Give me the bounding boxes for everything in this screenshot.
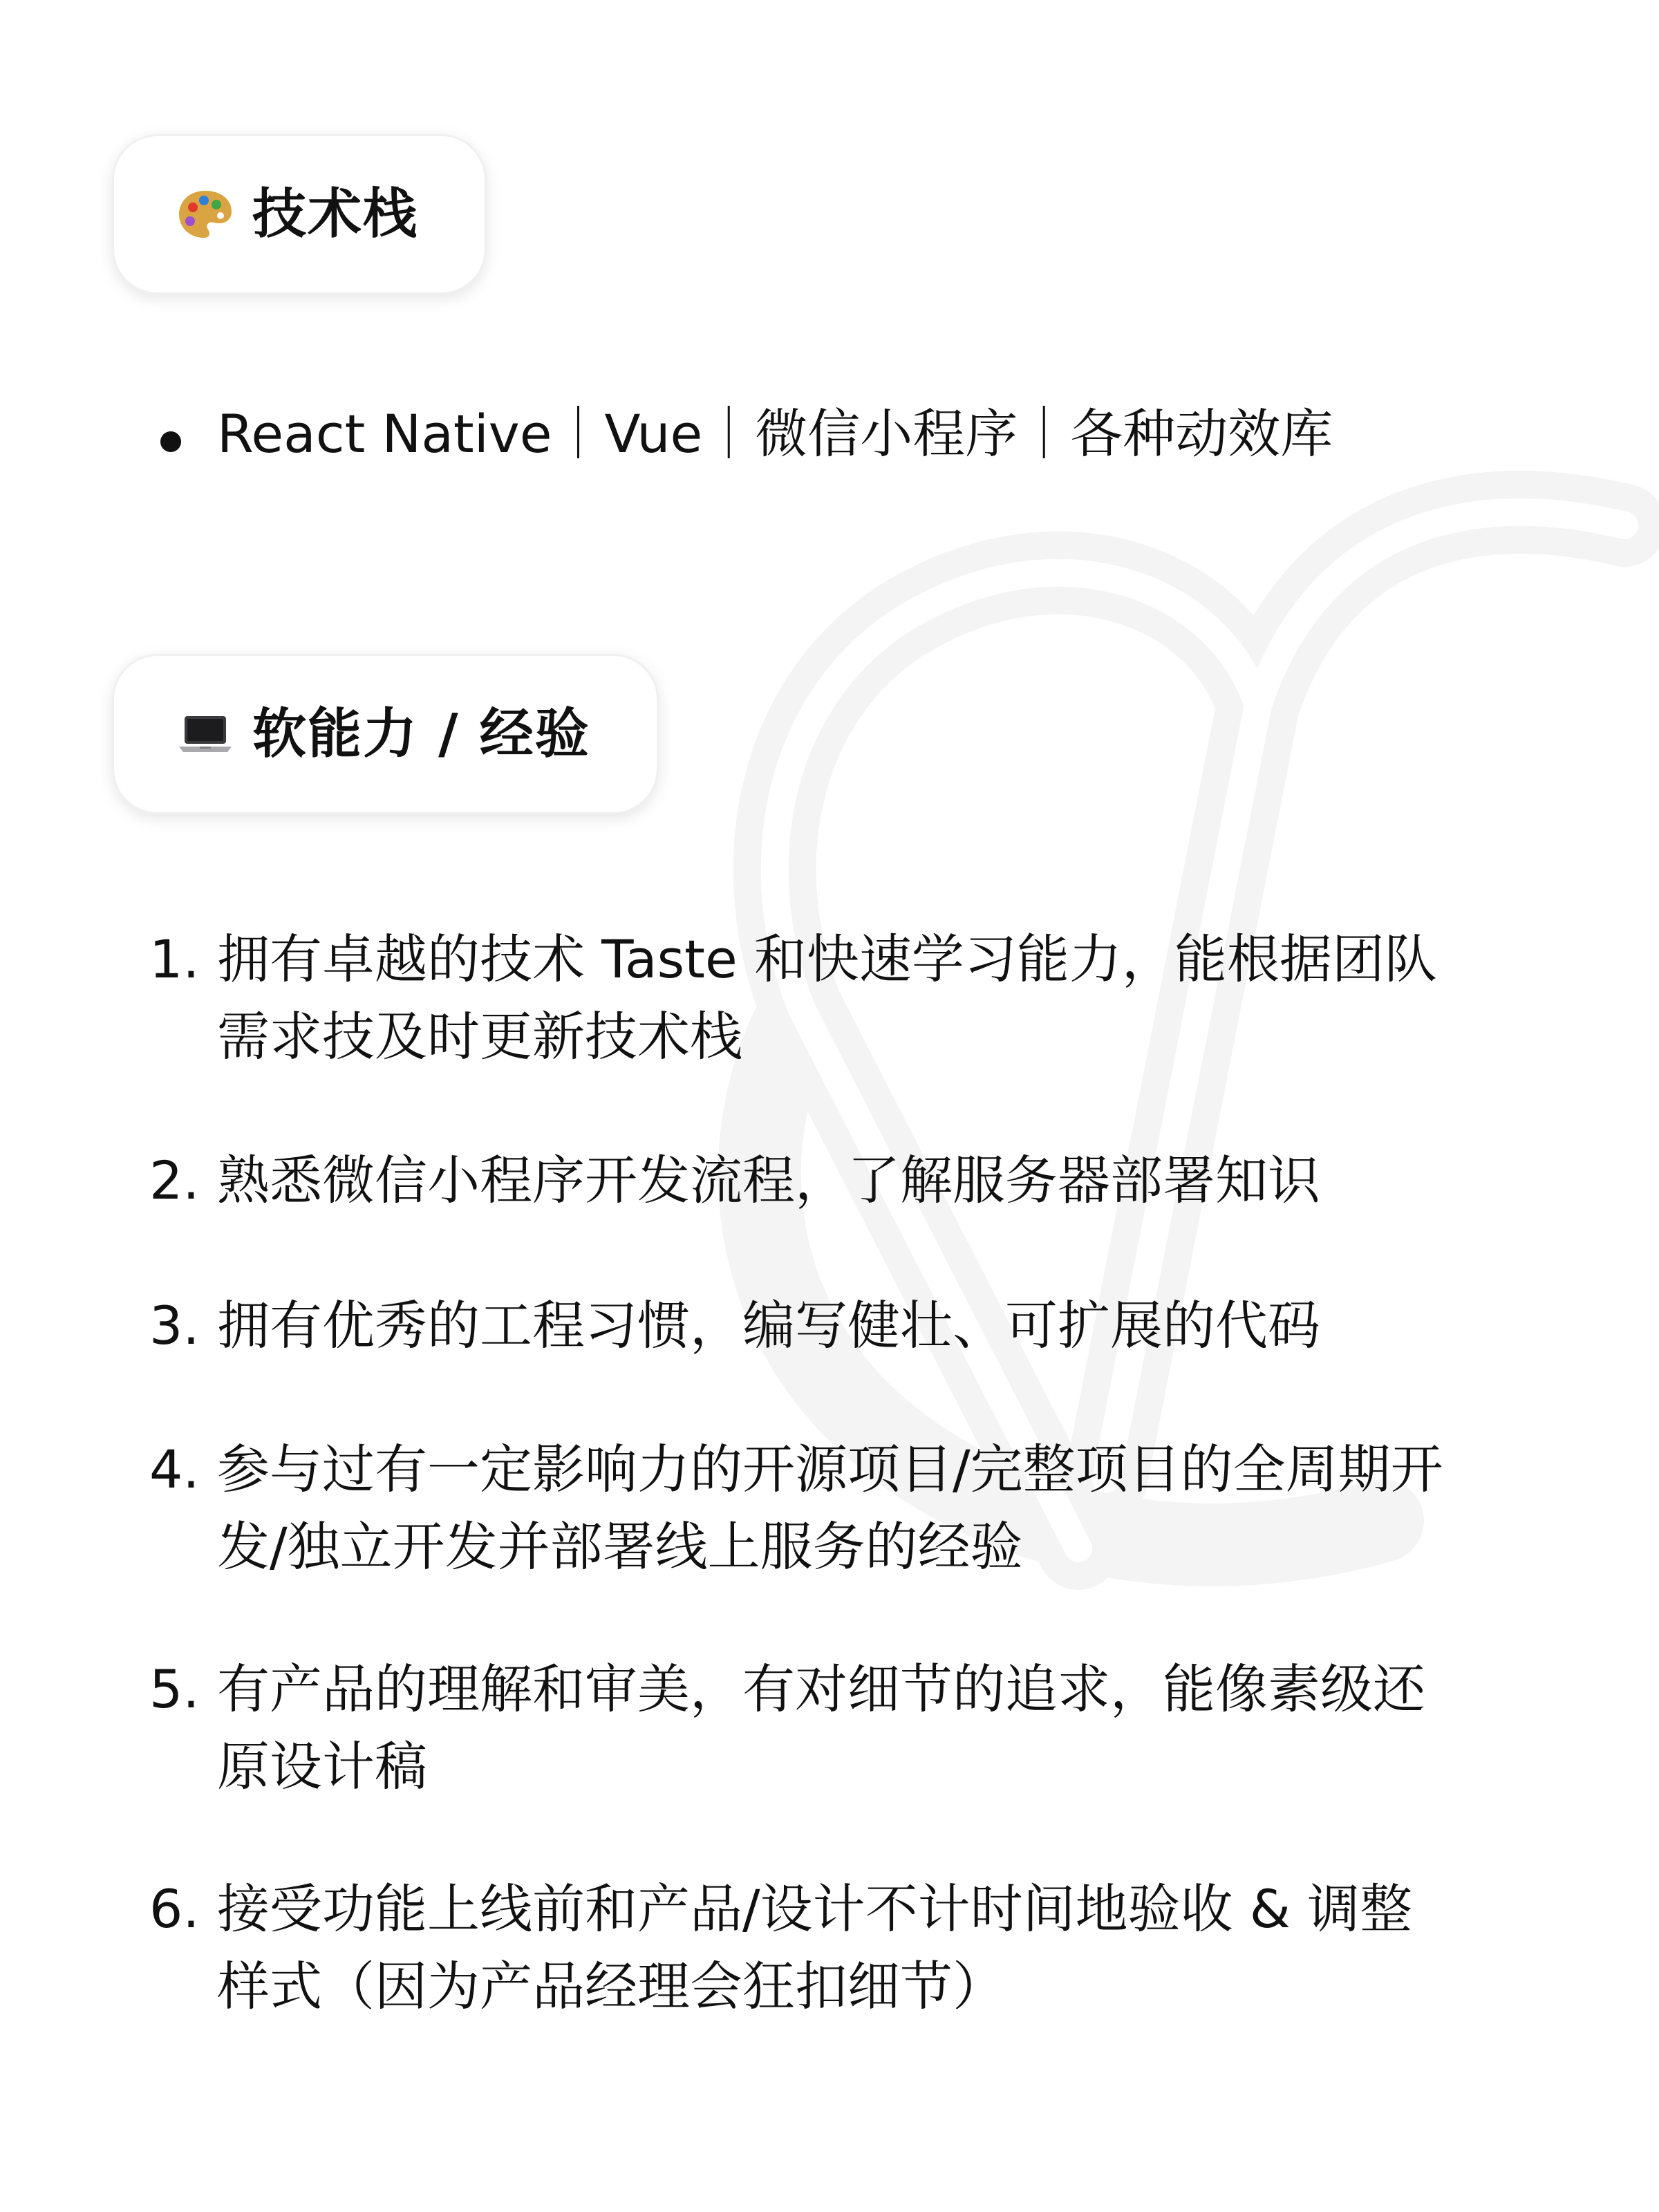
list-item-line: 发/独立开发并部署线上服务的经验	[217, 1516, 1023, 1577]
list-item-number: 3.	[149, 1295, 200, 1356]
list-item	[160, 403, 1333, 465]
list-item-line: 接受功能上线前和产品/设计不计时间地验收 & 调整	[217, 1878, 1413, 1940]
list-item	[149, 1142, 1532, 1219]
laptop-icon	[176, 705, 234, 763]
list-item-text: React Native｜Vue｜微信小程序｜各种动效库	[217, 403, 1333, 465]
list-item	[149, 1287, 1532, 1365]
list-item-text	[217, 1142, 1532, 1219]
list-item-line: 有产品的理解和审美，有对细节的追求，能像素级还	[217, 1658, 1425, 1720]
list-item-text	[217, 921, 1532, 1076]
list-item-text	[217, 1287, 1532, 1365]
list-item-number: 6.	[149, 1878, 200, 1940]
list-item	[149, 1871, 1532, 2025]
list-item-line: 拥有卓越的技术 Taste 和快速学习能力，能根据团队	[217, 928, 1437, 990]
section-header-soft-skills	[112, 654, 659, 814]
artist-palette-icon	[176, 185, 234, 243]
list-item-number: 4.	[149, 1438, 200, 1500]
list-item-line: 拥有优秀的工程习惯，编写健壮、可扩展的代码	[217, 1295, 1320, 1356]
list-item	[149, 1651, 1532, 1806]
list-item-line: 样式（因为产品经理会狂扣细节）	[217, 1956, 1005, 2017]
section-header-tech-stack	[112, 134, 487, 294]
section-title: 软能力 / 经验	[252, 703, 590, 765]
list-item-text	[217, 1651, 1532, 1806]
list-item-line: 熟悉微信小程序开发流程，了解服务器部署知识	[217, 1150, 1320, 1211]
list-item	[149, 921, 1532, 1076]
list-item-text	[217, 1431, 1532, 1586]
list-item-number: 5.	[149, 1658, 200, 1720]
list-item-line: 需求技及时更新技术栈	[217, 1006, 742, 1067]
bullet-dot	[160, 431, 181, 452]
list-item-line: 参与过有一定影响力的开源项目/完整项目的全周期开	[217, 1438, 1443, 1500]
list-item	[149, 1431, 1532, 1586]
list-item-text	[217, 1871, 1532, 2025]
list-item-number: 1.	[149, 928, 200, 990]
list-item-line: 原设计稿	[217, 1736, 427, 1797]
list-item-number: 2.	[149, 1150, 200, 1211]
section-title: 技术栈	[252, 183, 419, 245]
